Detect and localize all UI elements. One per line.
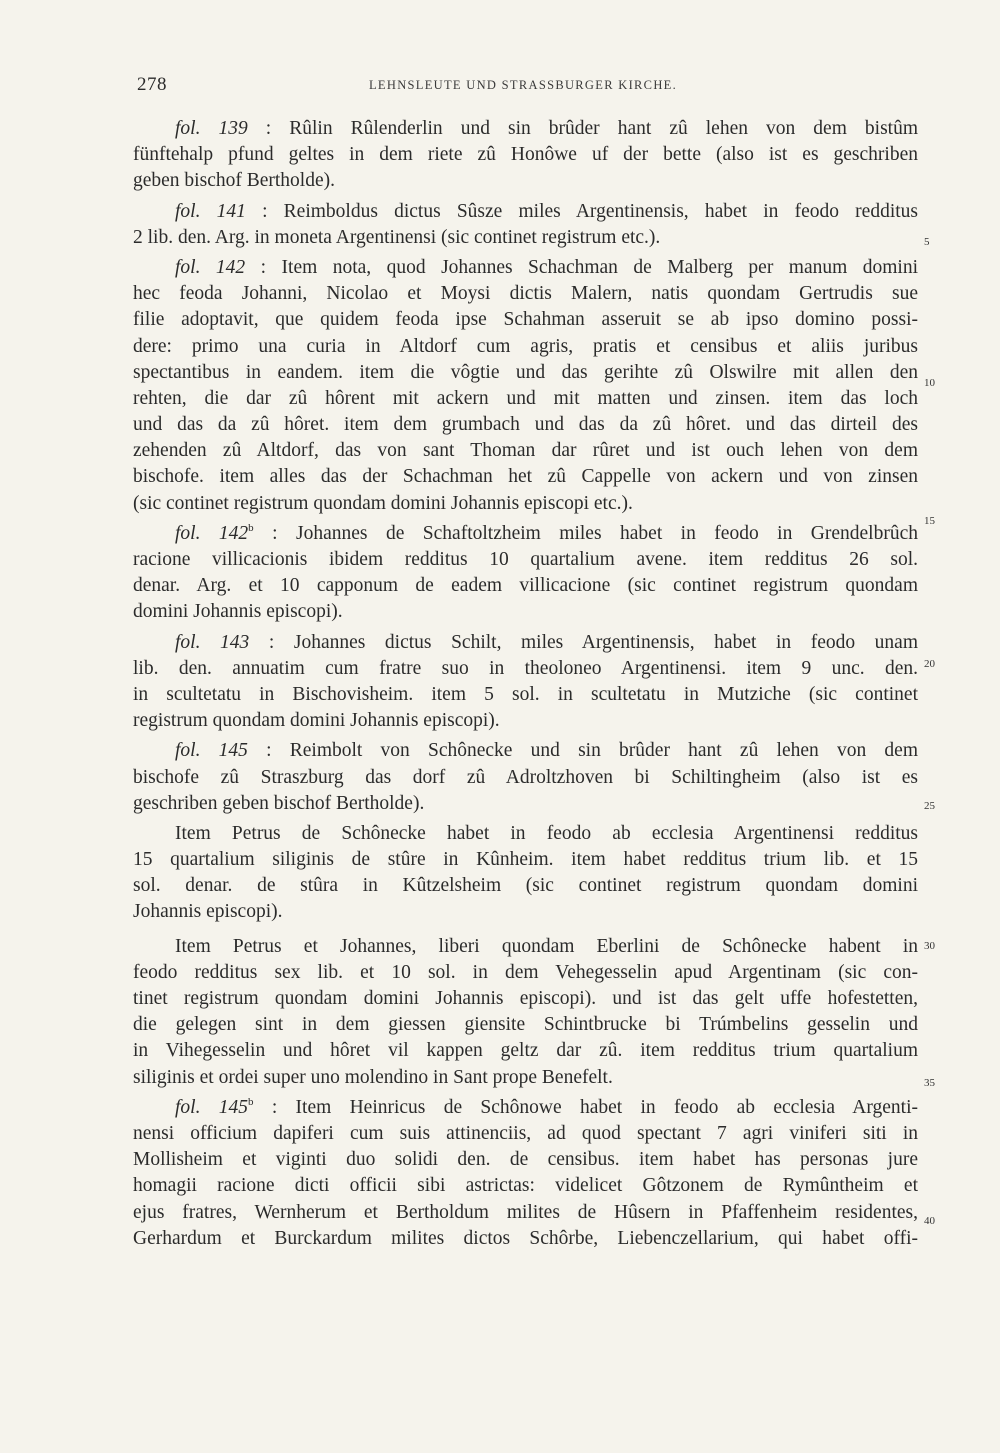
line-text: hec feoda Johanni, Nicolao et Moysi dictis Malern, natis quondam Gertrudis sue: [133, 283, 918, 305]
line-text: filie adoptavit, que quidem feoda ipse Schahman asseruit se ab ipso domino possi-: [133, 309, 918, 331]
folio-reference: fol. 143: [175, 631, 250, 653]
line-text: rehten, die dar zû hôrent mit ackern und mit matten und zinsen. item das loch: [133, 387, 918, 409]
line-text: (sic continet registrum quondam domini Johannis episcopi etc.).: [133, 492, 633, 514]
line-number: 10: [924, 377, 935, 389]
text-line: [133, 873, 918, 899]
text-line: [133, 1095, 918, 1121]
text-line: [133, 682, 918, 708]
line-number: 30: [924, 940, 935, 952]
line-text: feodo redditus sex lib. et 10 sol. in dem Vehegesselin apud Argentinam (sic con-: [133, 961, 918, 983]
line-text: die gelegen sint in dem giessen giensite Schintbrucke bi Trúmbelins gesselin und: [133, 1014, 918, 1036]
text-line: [133, 791, 918, 817]
line-text: geschriben geben bischof Bertholde).: [133, 792, 425, 814]
line-text: Item Petrus et Johannes, liberi quondam Eberlini de Schônecke habent in: [175, 935, 918, 957]
page-body: [133, 116, 918, 1252]
line-text: denar. Arg. et 10 capponum de eadem villicacione (sic continet registrum quondam: [133, 575, 918, 597]
text-line: [133, 281, 918, 307]
text-line: [133, 1065, 918, 1091]
text-line: [133, 521, 918, 547]
line-text: Johannis episcopi).: [133, 901, 283, 923]
folio-reference: fol. 145: [175, 740, 248, 762]
text-line: [133, 1173, 918, 1199]
line-text: 2 lib. den. Arg. in moneta Argentinensi (sic continet registrum etc.).: [133, 226, 661, 248]
margin-line-numbers: [924, 0, 964, 1453]
text-line: [133, 168, 918, 194]
line-text: in Vihegesselin und hôret vil kappen geltz dar zû. item redditus trium quartalium: [133, 1040, 918, 1062]
folio-superscript: b: [248, 521, 254, 534]
text-line: [133, 573, 918, 599]
text-line: [133, 142, 918, 168]
line-text: 15 quartalium siliginis de stûre in Kûnheim. item habet redditus trium lib. et 15: [133, 849, 918, 871]
text-line: [133, 656, 918, 682]
line-number: 15: [924, 515, 935, 527]
line-text: nensi officium dapiferi cum suis attinenciis, ad quod spectant 7 agri viniferi siti in: [133, 1122, 918, 1144]
text-line: [133, 934, 918, 960]
text-line: [133, 1226, 918, 1252]
text-line: [133, 464, 918, 490]
text-line: [133, 986, 918, 1012]
folio-reference: fol. 139: [175, 118, 248, 139]
text-line: [133, 491, 918, 517]
line-text: homagii racione dicti officii sibi astrictas: videlicet Gôtzonem de Rymûntheim et: [133, 1175, 918, 1197]
text-line: [133, 116, 918, 142]
line-number: 25: [924, 800, 935, 812]
text-line: [133, 1200, 918, 1226]
line-text: dere: primo una curia in Altdorf cum agris, pratis et censibus et aliis juribus: [133, 335, 918, 357]
text-line: [133, 334, 918, 360]
text-line: [133, 1038, 918, 1064]
line-text: siliginis et ordei super uno molendino in Sant prope Benefelt.: [133, 1066, 613, 1088]
line-text: : Johannes de Schaftoltzheim miles habet in feodo in Grendelbrûch: [253, 522, 918, 544]
text-line: [133, 386, 918, 412]
text-line: [133, 547, 918, 573]
line-text: registrum quondam domini Johannis episcopi).: [133, 710, 500, 732]
line-text: tinet registrum quondam domini Johannis episcopi). und ist das gelt uffe hofestetten,: [133, 988, 918, 1009]
page-header: [137, 74, 937, 98]
text-line: [133, 708, 918, 734]
folio-reference: fol. 141: [175, 200, 246, 222]
line-text: domini Johannis episcopi).: [133, 601, 343, 623]
line-number: 35: [924, 1077, 935, 1089]
line-text: : Rûlin Rûlenderlin und sin brûder hant zû lehen von dem bistûm: [247, 118, 918, 139]
page-number: 278: [137, 74, 167, 95]
line-text: : Reimboldus dictus Sûsze miles Argentinensis, habet in feodo redditus: [245, 200, 918, 222]
text-line: [133, 960, 918, 986]
text-line: [133, 307, 918, 333]
line-text: ejus fratres, Wernherum et Bertholdum milites de Hûsern in Pfaffenheim residentes,: [133, 1201, 918, 1223]
text-line: [133, 630, 918, 656]
line-text: : Item nota, quod Johannes Schachman de Malberg per manum domini: [245, 256, 918, 278]
line-text: bischofe zû Straszburg das dorf zû Adroltzhoven bi Schiltingheim (also ist es: [133, 766, 918, 788]
line-text: zehenden zû Altdorf, das von sant Thoman dar rûret und ist ouch lehen von dem: [133, 440, 918, 462]
line-number: 20: [924, 658, 935, 670]
text-line: [133, 225, 918, 251]
line-number: 40: [924, 1215, 935, 1227]
text-line: [133, 1121, 918, 1147]
line-text: Mollisheim et viginti duo solidi den. de censibus. item habet has personas jure: [133, 1149, 918, 1171]
text-line: [133, 199, 918, 225]
text-line: [133, 821, 918, 847]
text-line: [133, 765, 918, 791]
line-number: 5: [924, 236, 930, 248]
text-line: [133, 847, 918, 873]
line-text: lib. den. annuatim cum fratre suo in theoloneo Argentinensi. item 9 unc. den.: [133, 657, 918, 679]
line-text: in sculteta​tu in Bischovisheim. item 5 sol. in sculteta​tu in Mutziche (sic continet: [133, 683, 918, 705]
line-text: geben bischof Bertholde).: [133, 170, 335, 192]
line-text: : Reimbolt von Schônecke und sin brûder hant zû lehen von dem: [247, 740, 918, 762]
text-line: [133, 599, 918, 625]
text-line: [133, 899, 918, 925]
line-text: und das da zû hôret. item dem grumbach und das da zû hôret. und das dirteil des: [133, 414, 918, 436]
line-text: Item Petrus de Schônecke habet in feodo ab ecclesia Argentinensi redditus: [175, 822, 918, 844]
text-line: [133, 738, 918, 764]
text-line: [133, 438, 918, 464]
text-line: [133, 1147, 918, 1173]
line-text: : Johannes dictus Schilt, miles Argentinensis, habet in feodo unam: [249, 631, 918, 653]
folio-reference: fol. 142: [175, 256, 246, 278]
folio-superscript: b: [248, 1095, 254, 1108]
line-text: Gerhardum et Burckardum milites dictos Schôrbe, Liebenczellarium, qui habet offi-: [133, 1227, 918, 1249]
line-text: fünftehalp pfund geltes in dem riete zû Honôwe uf der bette (also ist es geschriben: [133, 144, 918, 166]
text-line: [133, 255, 918, 281]
running-head: LEHNSLEUTE UND STRASSBURGER KIRCHE.: [369, 78, 678, 92]
folio-reference: fol. 145: [175, 1096, 249, 1118]
text-line: [133, 412, 918, 438]
line-text: spectantibus in eandem. item die vôgtie und das gerihte zû Olswilre mit allen den: [133, 361, 918, 383]
text-line: [133, 1012, 918, 1038]
line-text: bischofe. item alles das der Schachman het zû Cappelle von ackern und von zinsen: [133, 466, 918, 488]
line-text: sol. denar. de stûra in Kûtzelsheim (sic continet registrum quondam domini: [133, 875, 918, 897]
text-line: [133, 360, 918, 386]
folio-reference: fol. 142: [175, 522, 249, 544]
line-text: racione villicacionis ibidem redditus 10 quartalium avene. item redditus 26 sol.: [133, 549, 918, 570]
line-text: : Item Heinricus de Schônowe habet in feodo ab ecclesia Argenti-: [253, 1096, 918, 1118]
